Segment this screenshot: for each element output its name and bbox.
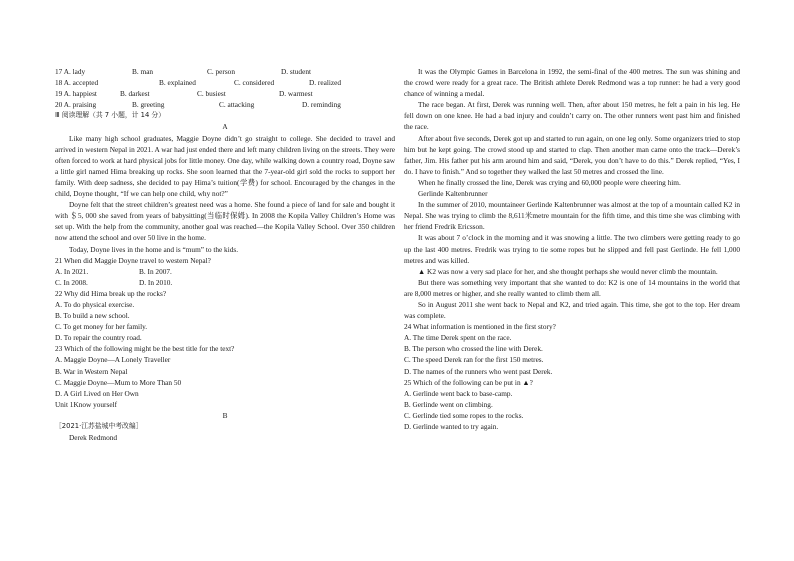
option: A. To do physical exercise. [55,299,135,309]
story-paragraph: ▲ K2 was now a very sad place for her, and she thought perhaps she would never climb the mountain. [418,266,718,276]
option: B. The person who crossed the line with Derek. [404,344,543,354]
option: D. realized [309,78,342,88]
option: C. The speed Derek ran for the first 150 metres. [404,355,544,365]
option: B. explained [159,78,196,88]
option: D. warmest [279,89,313,99]
question-25: 25 Which of the following can be put in ▲? [404,377,533,387]
option: D. In 2010. [139,277,173,287]
option: B. darkest [120,89,150,99]
cloze-options-17 [55,66,395,77]
option: 19 A. happiest [55,89,97,99]
cloze-options-20 [55,99,395,110]
option: 17 A. lady [55,67,86,76]
story-paragraph: After about five seconds, Derek got up and started to run again, on one leg only. Some organizers tried to stop him but he kept going. The crowd stood up and started to clap. Then another man came onto the track—Derek’s father, Jim. His father put his arm around him and said, “Derek, you don’t have to do this.” Derek replied, “Yes, I do. I have to finish.” And so together they walked the last 50 metres and crossed the line. [404,133,740,176]
cloze-options-18 [55,77,395,88]
source-tag: ［2021·江苏盐城中考改编］ [55,422,143,430]
option: C. Maggie Doyne—Mum to More Than 50 [55,377,182,387]
option: A. Gerlinde went back to base-camp. [404,388,513,398]
option: B. In 2007. [139,266,172,276]
option: A. In 2021. [55,266,89,276]
story-paragraph: So in August 2011 she went back to Nepal and K2, and tried again. This time, she got to the top. Her dream was complete. [404,299,740,321]
section-heading: Ⅲ 阅读理解（共 7 小题，计 14 分） [55,111,166,120]
option: D. student [281,67,311,76]
option: D. To repair the country road. [55,333,142,343]
question-24: 24 What information is mentioned in the first story? [404,322,556,332]
story-paragraph: It was the Olympic Games in Barcelona in 1992, the semi-final of the 400 metres. The sun was shining and the crowd were ready for a great race. The British athlete Derek Redmond was a top runner: he had a very good chance of winning a medal. [404,67,740,99]
option: C. person [207,67,235,76]
option: D. The names of the runners who went past Derek. [404,366,553,376]
option: B. Gerlinde went on climbing. [404,399,493,409]
option: C. considered [234,78,275,88]
story-paragraph: But there was something very important that she wanted to do: K2 is one of 14 mountains in the world that are 8,000 metres or higher, and she really wanted to climb them all. [404,277,740,298]
passage-a-paragraph: Doyne felt that the street children’s greatest need was a home. She found a piece of land for sale and bought it with ＄5, 000 she saved from years of babysitting(当临时保姆). In 2008 the Kopila Valley Children’s Home was set up. With the help from the community, another goal was reached—the Kopila Valley School. Over 350 children now attend the school and over 50 live in the home. [55,200,395,243]
question-23: 23 Which of the following might be the best title for the text? [55,344,235,354]
option: A. The time Derek spent on the race. [404,333,512,343]
passage-b-name: Derek Redmond [69,433,118,443]
option: B. greeting [132,100,165,110]
option: C. In 2008. [55,277,88,287]
option: C. attacking [219,100,255,110]
story-paragraph: It was about 7 o’clock in the morning and it was snowing a little. The two climbers were getting ready to go up the last 400 metres. Fredrik was trying to tie some ropes but he slipped and fell past Gerlinde. He fell 1,000 metres and was killed. [404,233,740,265]
option: D. Gerlinde wanted to try again. [404,422,499,431]
question-21-options [55,277,395,288]
option: D. reminding [302,100,341,110]
story-paragraph: The race began. At first, Derek was running well. Then, after about 150 metres, he felt a pain in his leg. He fell down on one knee. He had a bad injury and couldn’t carry on. The other runners went past him and finished the race. [404,100,740,132]
story-paragraph: In the summer of 2010, mountaineer Gerlinde Kaltenbrunner was almost at the top of a mountain called K2 in Nepal. She was trying to climb the 8,611米metre mountain for the fifth time, and this time she was climbing with her friend Fredrik Ericsson. [404,200,740,232]
option: B. man [132,67,154,76]
option: 18 A. accepted [55,78,99,88]
option: B. To build a new school. [55,311,130,321]
question-21: 21 When did Maggie Doyne travel to western Nepal? [55,255,211,265]
unit-line: Unit 1Know yourself [55,399,118,409]
question-22: 22 Why did Hima break up the rocks? [55,288,167,298]
story-paragraph: When he finally crossed the line, Derek was crying and 60,000 people were cheering him. [418,177,681,187]
story-name: Gerlinde Kaltenbrunner [418,189,488,199]
option: C. busiest [197,89,226,99]
option: C. Gerlinde tied some ropes to the rocks. [404,410,524,420]
passage-a-label: A [222,122,228,132]
option: 20 A. praising [55,100,97,110]
option: A. Maggie Doyne—A Lonely Traveller [55,355,171,365]
option: B. War in Western Nepal [55,366,128,376]
passage-a-paragraph: Today, Doyne lives in the home and is “mum” to the kids. [69,244,239,254]
cloze-options-19 [55,88,395,99]
passage-b-label: B [222,410,228,420]
right-column [404,66,740,432]
option: D. A Girl Lived on Her Own [55,388,139,398]
left-column [55,66,395,443]
passage-a-paragraph: Like many high school graduates, Maggie Doyne didn’t go straight to college. She decided to travel and arrived in western Nepal in 2021. A war had just ended there and left many children living on the streets. They were often forced to work at hard physical jobs for little money. One day, while walking down a country road, Doyne saw a little girl named Hima breaking up rocks. She soon learned that the 7-year-old girl sold the rocks to support her family. With deep sadness, she decided to pay Hima’s tuition(学费) for school. Encouraged by the changes in the child, Doyne thought, “If we can help one child, why not?” [55,133,395,199]
question-21-options [55,266,395,277]
option: C. To get money for her family. [55,322,148,332]
